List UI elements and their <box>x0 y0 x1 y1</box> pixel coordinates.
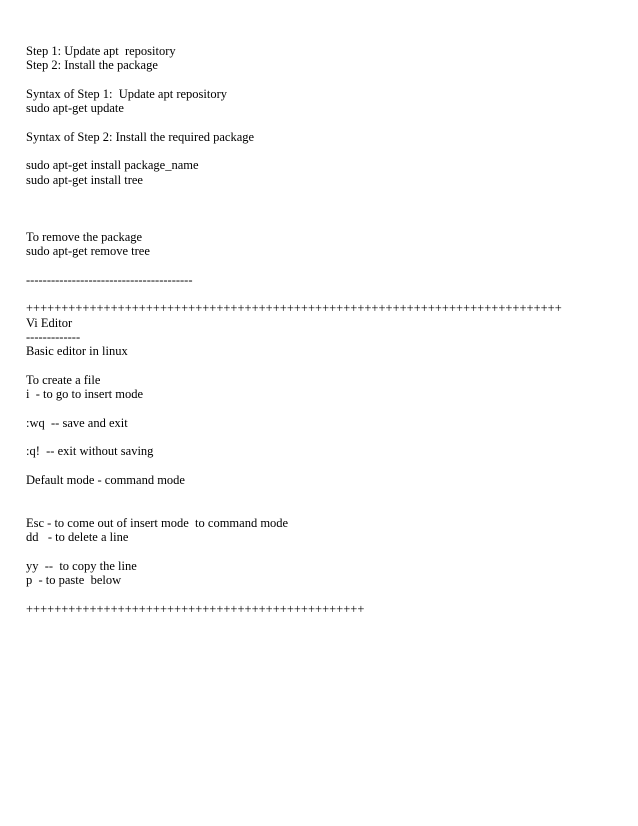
blank-line <box>26 401 616 415</box>
blank-line <box>26 258 616 272</box>
blank-line <box>26 216 616 230</box>
blank-line <box>26 544 616 558</box>
document-text <box>26 44 616 616</box>
text-line: Step 1: Update apt repository <box>26 44 176 58</box>
text-line: :q! -- exit without saving <box>26 444 154 459</box>
text-line: Basic editor in linux <box>26 344 128 359</box>
blank-line <box>26 359 616 373</box>
text-line: dd - to delete a line <box>26 530 129 545</box>
blank-line <box>26 587 616 601</box>
text-line: p - to paste below <box>26 572 122 587</box>
text-line: Vi Editor <box>26 315 73 330</box>
text-line: ++++++++++++++++++++++++++++++++++++++++++++++++ <box>26 601 365 616</box>
blank-line <box>26 201 616 215</box>
blank-line <box>26 73 616 87</box>
text-line: :wq -- save and exit <box>26 415 128 430</box>
text-line: sudo apt-get install tree <box>26 172 143 187</box>
text-line: sudo apt-get update <box>26 101 124 116</box>
blank-line <box>26 430 616 444</box>
text-line: yy -- to copy the line <box>26 558 137 573</box>
blank-line <box>26 115 616 129</box>
text-line: Esc - to come out of insert mode to command mode <box>26 515 289 530</box>
blank-line <box>26 144 616 158</box>
text-line: Default mode - command mode <box>26 472 185 487</box>
blank-line <box>26 487 616 501</box>
text-line: To remove the package <box>26 229 143 244</box>
blank-line <box>26 187 616 201</box>
blank-line <box>26 459 616 473</box>
text-line: Syntax of Step 1: Update apt repository <box>26 86 228 101</box>
blank-line <box>26 502 616 516</box>
text-line: To create a file <box>26 372 101 387</box>
text-line: sudo apt-get install package_name <box>26 158 199 173</box>
text-line: ++++++++++++++++++++++++++++++++++++++++++++++++++++++++++++++++++++++++++++ <box>26 301 562 316</box>
text-line: Syntax of Step 2: Install the required package <box>26 129 255 144</box>
text-line: ---------------------------------------- <box>26 272 193 287</box>
blank-line <box>26 287 616 301</box>
text-line: sudo apt-get remove tree <box>26 244 150 259</box>
text-line: Step 2: Install the package <box>26 58 158 73</box>
text-line: i - to go to insert mode <box>26 387 143 402</box>
text-line: ------------- <box>26 329 81 344</box>
